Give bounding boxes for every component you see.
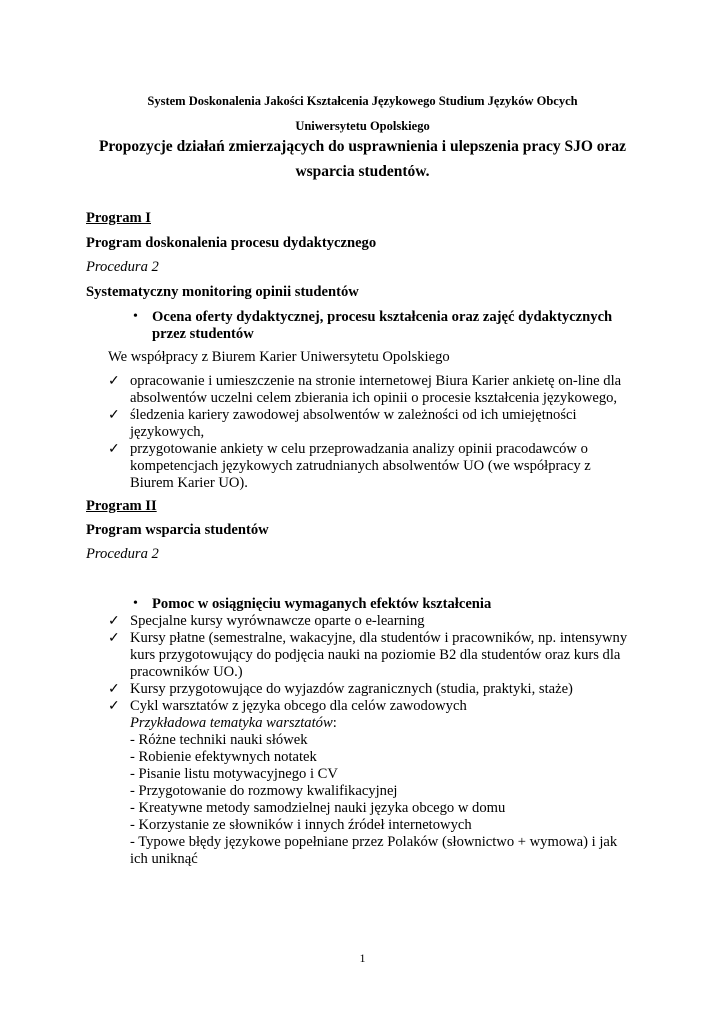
program1-bullet-line2: przez studentów [152,326,254,342]
header-institution-line2: Uniwersytetu Opolskiego [295,119,430,133]
check-icon: ✓ [108,442,120,457]
program1-topic: Systematyczny monitoring opinii studentów [86,284,359,300]
program2-item2-line3: pracowników UO.) [130,664,243,680]
bullet-icon: • [133,596,138,611]
page-number: 1 [359,951,366,965]
bullet-icon: • [133,309,138,324]
program2-name: Program wsparcia studentów [86,522,269,538]
program2-item1-line1: Specjalne kursy wyrównawcze oparte o e-learning [130,613,425,629]
header-institution-line1: System Doskonalenia Jakości Kształcenia Językowego Studium Języków Obcych [147,94,578,108]
program2-bullet: Pomoc w osiągnięciu wymaganych efektów kształcenia [152,596,492,612]
check-icon: ✓ [108,699,120,714]
workshops-colon: : [332,715,337,731]
program1-name: Program doskonalenia procesu dydaktycznego [86,235,377,251]
check-icon: ✓ [108,374,120,389]
workshop-item: - Korzystanie ze słowników i innych źródeł internetowych [130,817,472,833]
program1-item3-line1: przygotowanie ankiety w celu przeprowadzania analizy opinii pracodawców o [130,441,588,457]
check-icon: ✓ [108,631,120,646]
check-icon: ✓ [108,614,120,629]
workshops-label: Przykładowa tematyka warsztatów [130,715,333,731]
workshop-item-continued: ich uniknąć [130,851,198,867]
check-icon: ✓ [108,682,120,697]
program1-item3-line2: kompetencjach językowych zatrudnianych absolwentów UO (we współpracy z [130,458,591,474]
program1-item2-line1: śledzenia kariery zawodowej absolwentów w zależności od ich umiejętności [130,407,577,423]
program2-item4-line1: Cykl warsztatów z języka obcego dla celów zawodowych [130,698,467,714]
workshops-heading [130,715,337,732]
program2-item2-line2: kurs przygotowujący do podjęcia nauki na poziomie B2 dla studentów oraz kurs dla [130,647,621,663]
program1-item2-line2: językowych, [130,424,205,440]
program2-item3-line1: Kursy przygotowujące do wyjazdów zagranicznych (studia, praktyki, staże) [130,681,573,697]
workshop-item: - Kreatywne metody samodzielnej nauki języka obcego w domu [130,800,506,816]
program2-procedure: Procedura 2 [86,546,159,562]
workshop-item: - Robienie efektywnych notatek [130,749,317,765]
workshop-item: - Różne techniki nauki słówek [130,732,308,748]
check-icon: ✓ [108,408,120,423]
program1-item1-line2: absolwentów uczelni celem zbierania ich opinii o procesie kształcenia językowego, [130,390,618,406]
program2-item2-line1: Kursy płatne (semestralne, wakacyjne, dla studentów i pracowników, np. intensywny [130,630,628,646]
program1-procedure: Procedura 2 [86,259,159,275]
program1-intro: We współpracy z Biurem Karier Uniwersytetu Opolskiego [108,349,450,365]
program1-item1-line1: opracowanie i umieszczenie na stronie internetowej Biura Karier ankietę on-line dla [130,373,622,389]
workshop-item: - Przygotowanie do rozmowy kwalifikacyjnej [130,783,398,799]
workshop-item: - Typowe błędy językowe popełniane przez Polaków (słownictwo + wymowa) i jak [130,834,618,850]
program1-item3-line3: Biurem Karier UO). [130,475,248,491]
page-title-line1: Propozycje działań zmierzających do usprawnienia i ulepszenia pracy SJO oraz [98,138,627,155]
workshop-item: - Pisanie listu motywacyjnego i CV [130,766,338,782]
program1-label: Program I [86,210,151,226]
program2-label: Program II [86,498,157,514]
page-title-line2: wsparcia studentów. [295,163,430,180]
program1-bullet-line1: Ocena oferty dydaktycznej, procesu kształcenia oraz zajęć dydaktycznych [152,309,613,325]
